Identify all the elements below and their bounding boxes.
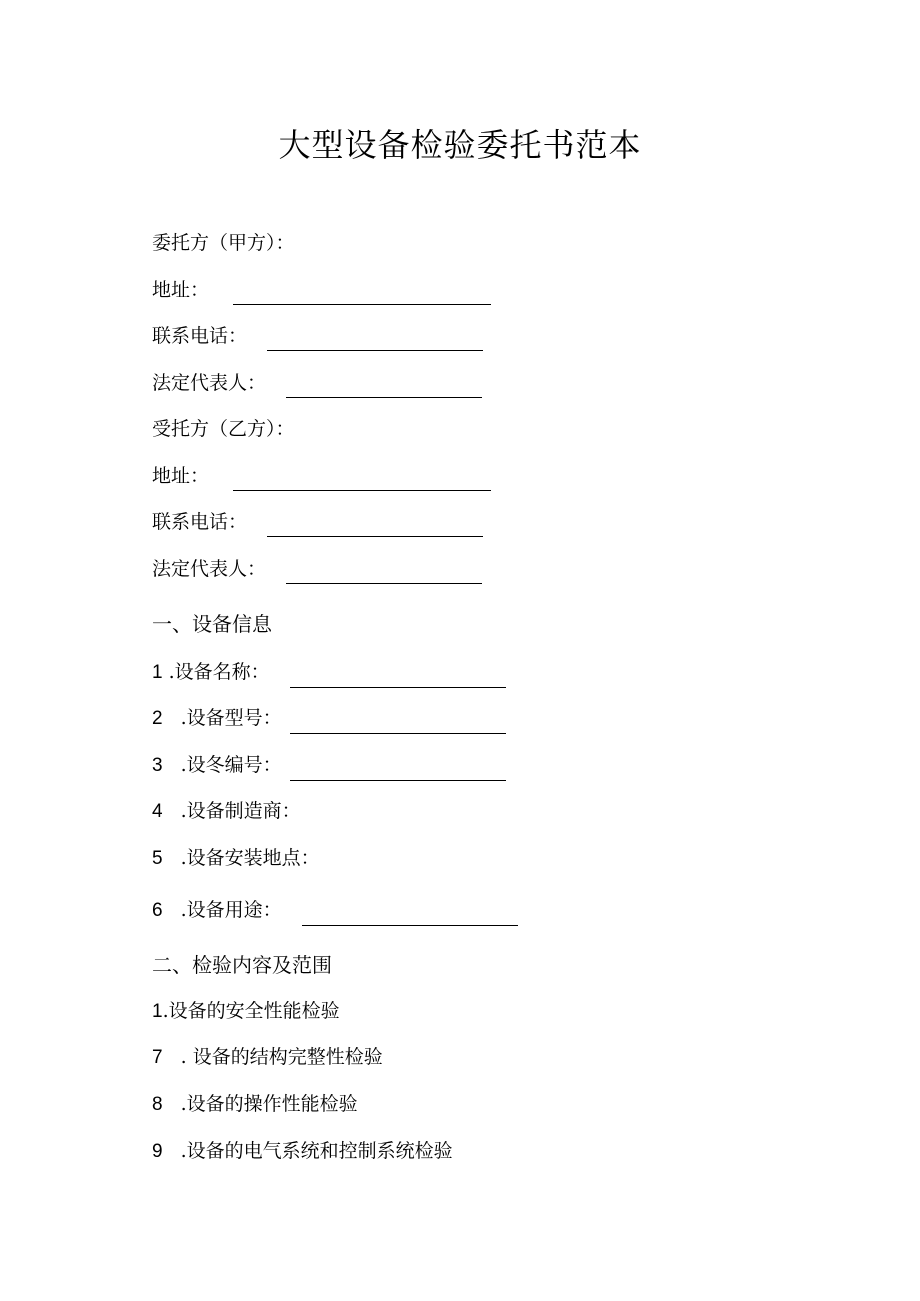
equipment-purpose-row bbox=[152, 895, 518, 925]
equipment-serial-label: .设冬编号： bbox=[180, 754, 282, 776]
party-a-label bbox=[152, 228, 295, 258]
party-a-rep-label: 法定代表人： bbox=[152, 372, 267, 394]
inspection-item bbox=[152, 996, 340, 1026]
party-b-address-field[interactable] bbox=[233, 468, 491, 491]
party-a-address-row bbox=[152, 275, 491, 305]
equipment-name-field[interactable] bbox=[290, 665, 506, 688]
equipment-name-label: .设备名称： bbox=[168, 661, 270, 683]
item-number: 9 bbox=[152, 1141, 163, 1162]
party-b-rep-label: 法定代表人： bbox=[152, 558, 267, 580]
party-a-rep-field[interactable] bbox=[286, 375, 482, 398]
party-b-rep-row bbox=[152, 554, 482, 584]
party-b-phone-label: 联系电话： bbox=[152, 511, 248, 533]
section1-heading: 一、设备信息 bbox=[152, 612, 272, 636]
item-number: 3 bbox=[152, 755, 163, 776]
inspection-item-text: .设备的电气系统和控制系统检验 bbox=[180, 1140, 453, 1162]
party-a-label-text: 委托方（甲方）： bbox=[152, 232, 295, 254]
item-number: 2 bbox=[152, 708, 163, 729]
inspection-item bbox=[152, 1136, 453, 1166]
inspection-item-text: .设备的操作性能检验 bbox=[180, 1093, 358, 1115]
party-b-phone-field[interactable] bbox=[267, 514, 483, 537]
party-b-rep-field[interactable] bbox=[286, 561, 482, 584]
equipment-serial-field[interactable] bbox=[290, 758, 506, 781]
item-number: 5 bbox=[152, 848, 163, 869]
equipment-location-row bbox=[152, 843, 320, 873]
inspection-item bbox=[152, 1089, 358, 1119]
item-number: 1 bbox=[152, 1001, 163, 1022]
equipment-serial-row bbox=[152, 750, 506, 780]
equipment-purpose-label: .设备用途： bbox=[180, 899, 282, 921]
document-title: 大型设备检验委托书范本 bbox=[278, 126, 642, 164]
party-b-address-label: 地址： bbox=[152, 465, 210, 487]
equipment-model-label: .设备型号： bbox=[180, 707, 282, 729]
party-a-phone-label: 联系电话： bbox=[152, 325, 248, 347]
item-number: 8 bbox=[152, 1094, 163, 1115]
item-number: 6 bbox=[152, 900, 163, 921]
party-a-phone-row bbox=[152, 321, 483, 351]
party-a-phone-field[interactable] bbox=[267, 328, 483, 351]
section2-heading: 二、检验内容及范围 bbox=[152, 953, 332, 977]
equipment-manufacturer-label: .设备制造商： bbox=[180, 800, 301, 822]
inspection-item bbox=[152, 1042, 383, 1072]
equipment-purpose-field[interactable] bbox=[302, 903, 518, 926]
item-number: 4 bbox=[152, 801, 163, 822]
party-b-phone-row bbox=[152, 507, 483, 537]
equipment-manufacturer-row bbox=[152, 796, 301, 826]
party-a-address-field[interactable] bbox=[233, 282, 491, 305]
equipment-name-row bbox=[152, 657, 506, 687]
party-a-address-label: 地址： bbox=[152, 279, 210, 301]
equipment-model-field[interactable] bbox=[290, 711, 506, 734]
equipment-model-row bbox=[152, 703, 506, 733]
inspection-item-text: .设备的安全性能检验 bbox=[162, 1000, 340, 1022]
party-b-label bbox=[152, 414, 295, 444]
party-b-address-row bbox=[152, 461, 491, 491]
party-a-rep-row bbox=[152, 368, 482, 398]
party-b-label-text: 受托方（乙方）： bbox=[152, 418, 295, 440]
item-number: 1 bbox=[152, 662, 163, 683]
equipment-location-label: .设备安装地点： bbox=[180, 847, 320, 869]
item-number: 7 bbox=[152, 1047, 163, 1068]
inspection-item-text: . 设备的结构完整性检验 bbox=[180, 1046, 383, 1068]
